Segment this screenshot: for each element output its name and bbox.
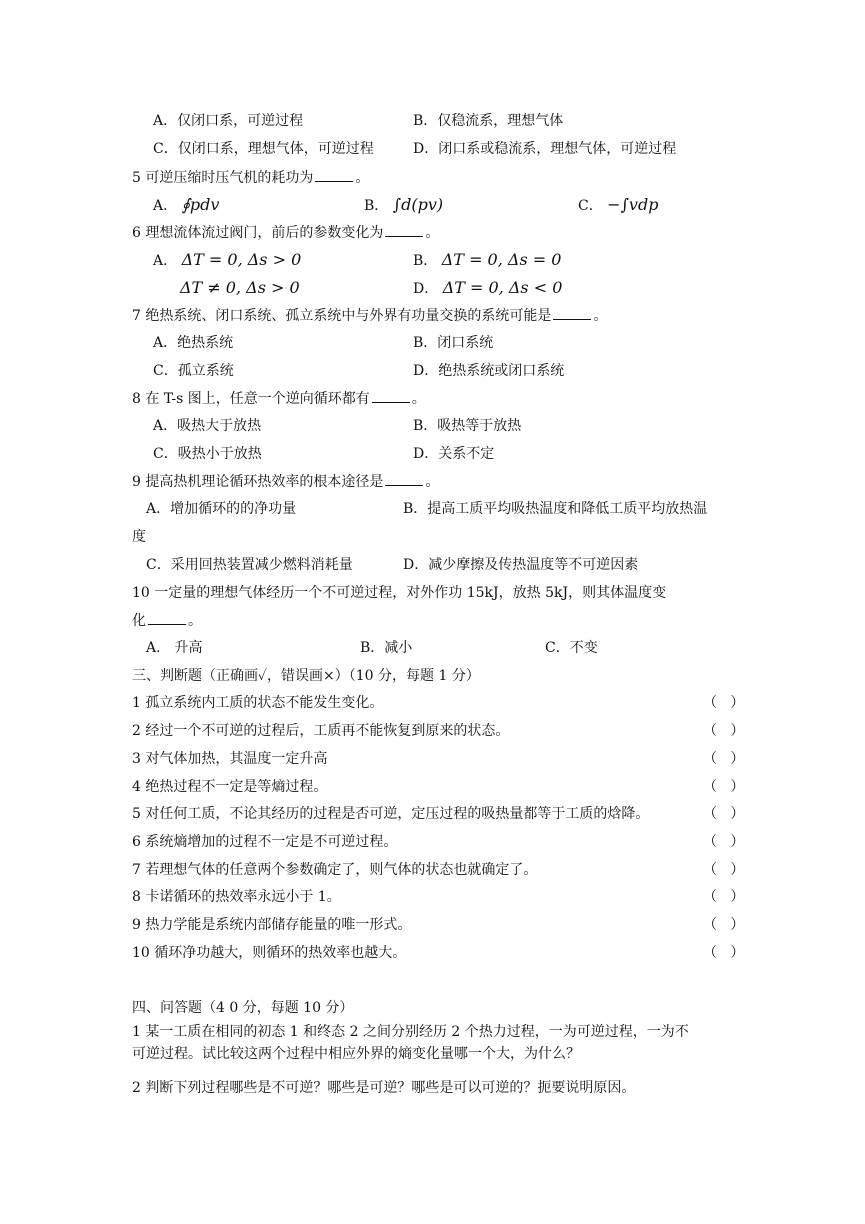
q7-option-a: A．绝热系统 [153,335,234,351]
q5-stem [132,167,369,188]
judge-item-10: 10 循环净功越大，则循环的热效率也越大。 [132,945,407,961]
q10-option-a: A． 升高 [146,640,203,656]
q4-option-d: D．闭口系或稳流系，理想气体，可逆过程 [413,141,677,157]
q5-option-c-expr: −∫vdp [607,195,659,214]
q9-option-c: C．采用回热装置减少燃料消耗量 [146,557,353,573]
q6-stem [132,222,439,243]
q4-option-a: A．仅闭口系，可逆过程 [153,113,304,129]
judge-answer-paren-10[interactable]: （ ） [703,945,745,961]
q8-option-a: A．吸热大于放热 [153,418,262,434]
q10-option-c: C．不变 [545,640,598,656]
essay-q2: 2 判断下列过程哪些是不可逆？哪些是可逆？哪些是可以可逆的？扼要说明原因。 [132,1080,636,1096]
judge-item-5: 5 对任何工质，不论其经历的过程是否可逆，定压过程的吸热量都等于工质的焓降。 [132,806,650,822]
section3-title: 三、判断题（正确画✓，错误画×）（10 分，每题 1 分） [132,668,480,684]
q6-option-c [180,278,300,299]
q7-stem-text: 7 绝热系统、闭口系统、孤立系统中与外界有功量交换的系统可能是 [132,308,552,324]
q5-option-b-expr: ∫d(pv) [392,195,444,214]
judge-item-3: 3 对气体加热，其温度一定升高 [132,751,328,767]
q8-stem-end: 。 [411,391,426,407]
judge-answer-paren-8[interactable]: （ ） [703,889,745,905]
q6-option-a-label: A． [153,253,178,269]
q7-stem [132,305,607,326]
q9-option-a: A．增加循环的的净功量 [146,501,297,517]
q9-stem-end: 。 [425,474,440,490]
judge-item-6: 6 系统熵增加的过程不一定是不可逆过程。 [132,834,398,850]
judge-answer-paren-9[interactable]: （ ） [703,917,745,933]
judge-item-9: 9 热力学能是系统内部储存能量的唯一形式。 [132,917,412,933]
q9-stem-text: 9 提高热机理论循环热效率的根本途径是 [132,474,384,490]
q6-option-d [413,278,562,299]
judge-answer-paren-3[interactable]: （ ） [703,751,745,767]
q5-stem-end: 。 [355,170,370,186]
judge-answer-paren-2[interactable]: （ ） [703,723,745,739]
q8-stem [132,388,426,409]
q7-option-d: D．绝热系统或闭口系统 [413,363,565,379]
q7-stem-end: 。 [593,308,608,324]
q7-option-b: B．闭口系统 [413,335,494,351]
judge-answer-paren-1[interactable]: （ ） [703,695,745,711]
judge-answer-paren-7[interactable]: （ ） [703,862,745,878]
q5-option-a-expr: ∮pdv [181,195,220,214]
q8-option-c: C．吸热小于放热 [153,446,262,462]
q7-answer-blank [553,305,591,320]
q10-stem: 10 一定量的理想气体经历一个不可逆过程，对外作功 15kJ，放热 5kJ，则其体温度变 [132,585,667,601]
judge-item-8: 8 卡诺循环的热效率永远小于 1。 [132,889,341,905]
q5-option-b-label: B． [364,198,389,214]
q9-option-d: D．减少摩擦及传热温度等不可逆因素 [403,557,639,573]
q5-stem-text: 5 可逆压缩时压气机的耗功为 [132,170,314,186]
q8-answer-blank [372,388,410,403]
q6-option-b-expr: ΔT = 0, Δs = 0 [441,250,562,269]
q6-option-b [413,250,561,271]
q5-option-c [578,195,658,216]
q6-stem-end: 。 [425,225,440,241]
q8-stem-text: 8 在 T-s 图上，任意一个逆向循环都有 [132,391,370,407]
q6-option-c-expr: ΔT ≠ 0, Δs > 0 [180,278,300,297]
q5-option-b [364,195,443,216]
q5-answer-blank [315,167,353,182]
q10-option-b: B．减小 [360,640,413,656]
q4-option-c: C．仅闭口系，理想气体，可逆过程 [153,141,374,157]
judge-answer-paren-4[interactable]: （ ） [703,779,745,795]
q5-option-a [153,195,219,216]
q4-option-b: B．仅稳流系，理想气体 [413,113,564,129]
q8-option-d: D．关系不定 [413,446,495,462]
q10-answer-blank [148,610,186,625]
q9-stem [132,471,439,492]
q6-option-a-expr: ΔT = 0, Δs > 0 [181,250,302,269]
essay-q1-line1: 1 某一工质在相同的初态 1 和终态 2 之间分别经历 2 个热力过程，一为可逆过程，一为不 [132,1024,689,1040]
q6-option-b-label: B． [413,253,438,269]
q10-stem-continued [132,610,202,631]
q10-stem-end: 。 [188,613,202,629]
q7-option-c: C．孤立系统 [153,363,234,379]
judge-item-4: 4 绝热过程不一定是等熵过程。 [132,779,328,795]
q5-option-c-label: C． [578,198,603,214]
q5-option-a-label: A． [153,198,178,214]
judge-item-1: 1 孤立系统内工质的状态不能发生变化。 [132,695,384,711]
q9-option-b-continued: 度 [132,529,146,545]
section4-title: 四、问答题（4 0 分，每题 10 分） [132,1000,354,1016]
q9-answer-blank [385,471,423,486]
essay-q1-line2: 可逆过程。试比较这两个过程中相应外界的熵变化量哪一个大，为什么？ [132,1046,580,1062]
q10-stem-cont-text: 化 [132,613,146,629]
judge-item-7: 7 若理想气体的任意两个参数确定了，则气体的状态也就确定了。 [132,862,538,878]
judge-item-2: 2 经过一个不可逆的过程后，工质再不能恢复到原来的状态。 [132,723,510,739]
q8-option-b: B．吸热等于放热 [413,418,522,434]
q6-stem-text: 6 理想流体流过阀门，前后的参数变化为 [132,225,384,241]
judge-answer-paren-5[interactable]: （ ） [703,806,745,822]
q6-option-a [153,250,301,271]
q9-option-b: B．提高工质平均吸热温度和降低工质平均放热温 [403,501,708,517]
judge-answer-paren-6[interactable]: （ ） [703,834,745,850]
q6-option-d-label: D． [413,281,439,297]
q6-option-d-expr: ΔT = 0, Δs < 0 [442,278,563,297]
q6-answer-blank [385,222,423,237]
